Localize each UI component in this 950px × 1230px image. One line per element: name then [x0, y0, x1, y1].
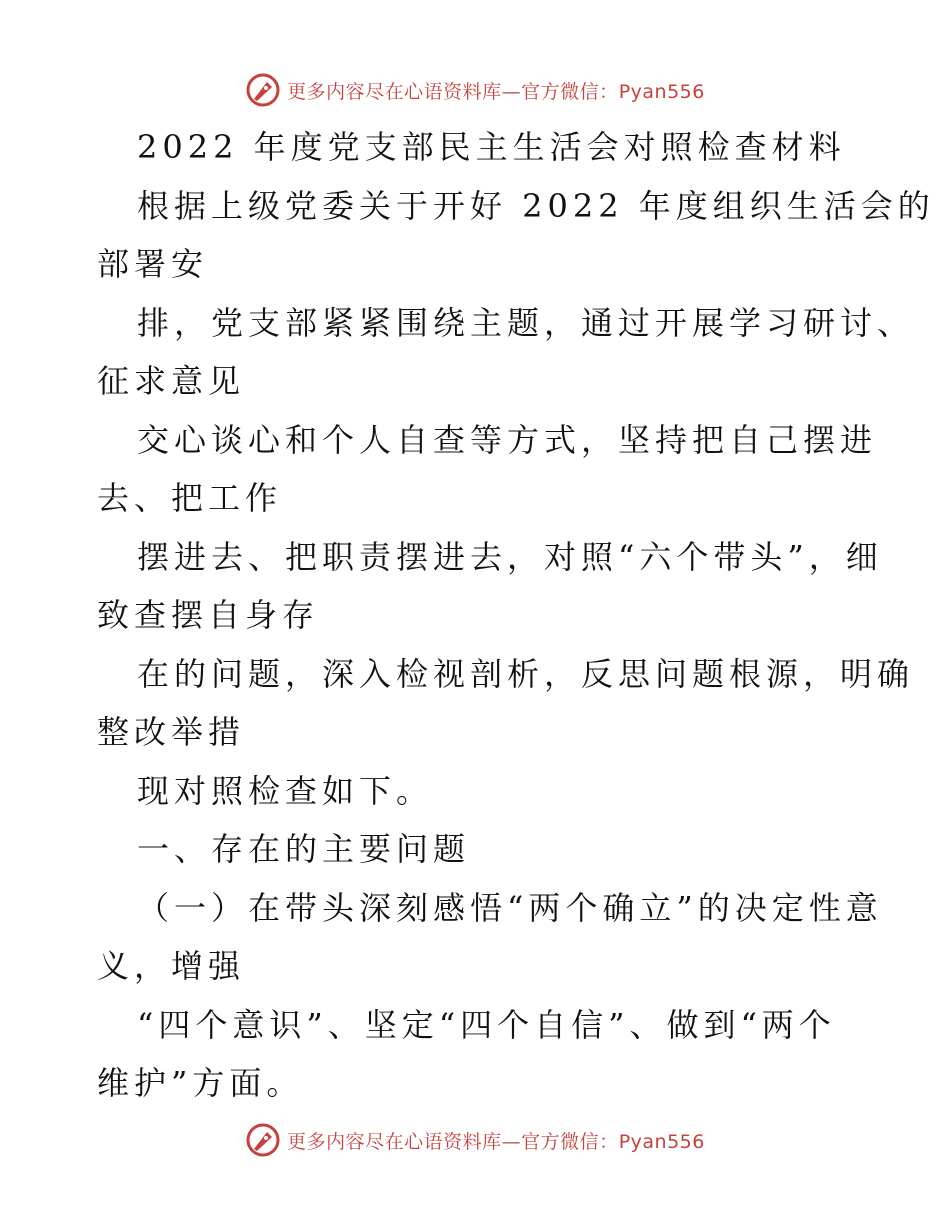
doc-line: 去、把工作 [97, 479, 283, 517]
doc-line: 义，增强 [97, 947, 246, 985]
doc-line: 排，党支部紧紧围绕主题，通过开展学习研讨、 [137, 303, 915, 342]
doc-line: “四个意识”、坚定“四个自信”、做到“两个 [137, 1005, 836, 1044]
section-heading: 一、存在的主要问题 [137, 830, 471, 868]
doc-line: 征求意见 [97, 362, 246, 400]
header-watermark-banner [0, 70, 950, 110]
doc-line: 交心谈心和个人自查等方式，坚持把自己摆进 [137, 420, 878, 459]
doc-line: 维护”方面。 [97, 1064, 304, 1102]
doc-line: 部署安 [97, 245, 209, 283]
doc-line: 摆进去、把职责摆进去，对照“六个带头”，细 [137, 537, 883, 576]
watermark-main: 更多内容尽在心语资料库 [287, 80, 502, 103]
watermark-dash: — [501, 80, 522, 103]
watermark-id: Pyan556 [618, 80, 705, 103]
watermark-main: 更多内容尽在心语资料库 [287, 1130, 502, 1153]
watermark-text [287, 1127, 705, 1154]
doc-line: 致查摆自身存 [97, 596, 320, 634]
watermark-official: 官方微信： [521, 80, 619, 103]
pen-nib-logo-icon [245, 72, 281, 108]
watermark-text [287, 77, 705, 104]
document-body [97, 118, 935, 1113]
watermark-id: Pyan556 [618, 1130, 705, 1153]
doc-line: 在的问题，深入检视剖析，反思问题根源，明确 [137, 654, 915, 693]
doc-line: 根据上级党委关于开好 2022 年度组织生活会的 [137, 186, 935, 225]
watermark-dash: — [501, 1130, 522, 1153]
doc-title: 2022 年度党支部民主生活会对照检查材料 [137, 128, 846, 166]
doc-line: 现对照检查如下。 [137, 771, 434, 810]
doc-line: 整改举措 [97, 713, 246, 751]
pen-nib-logo-icon [245, 1122, 281, 1158]
watermark-official: 官方微信： [521, 1130, 619, 1153]
subsection-heading: （一）在带头深刻感悟“两个确立”的决定性意 [137, 888, 883, 927]
footer-watermark-banner [0, 1120, 950, 1160]
